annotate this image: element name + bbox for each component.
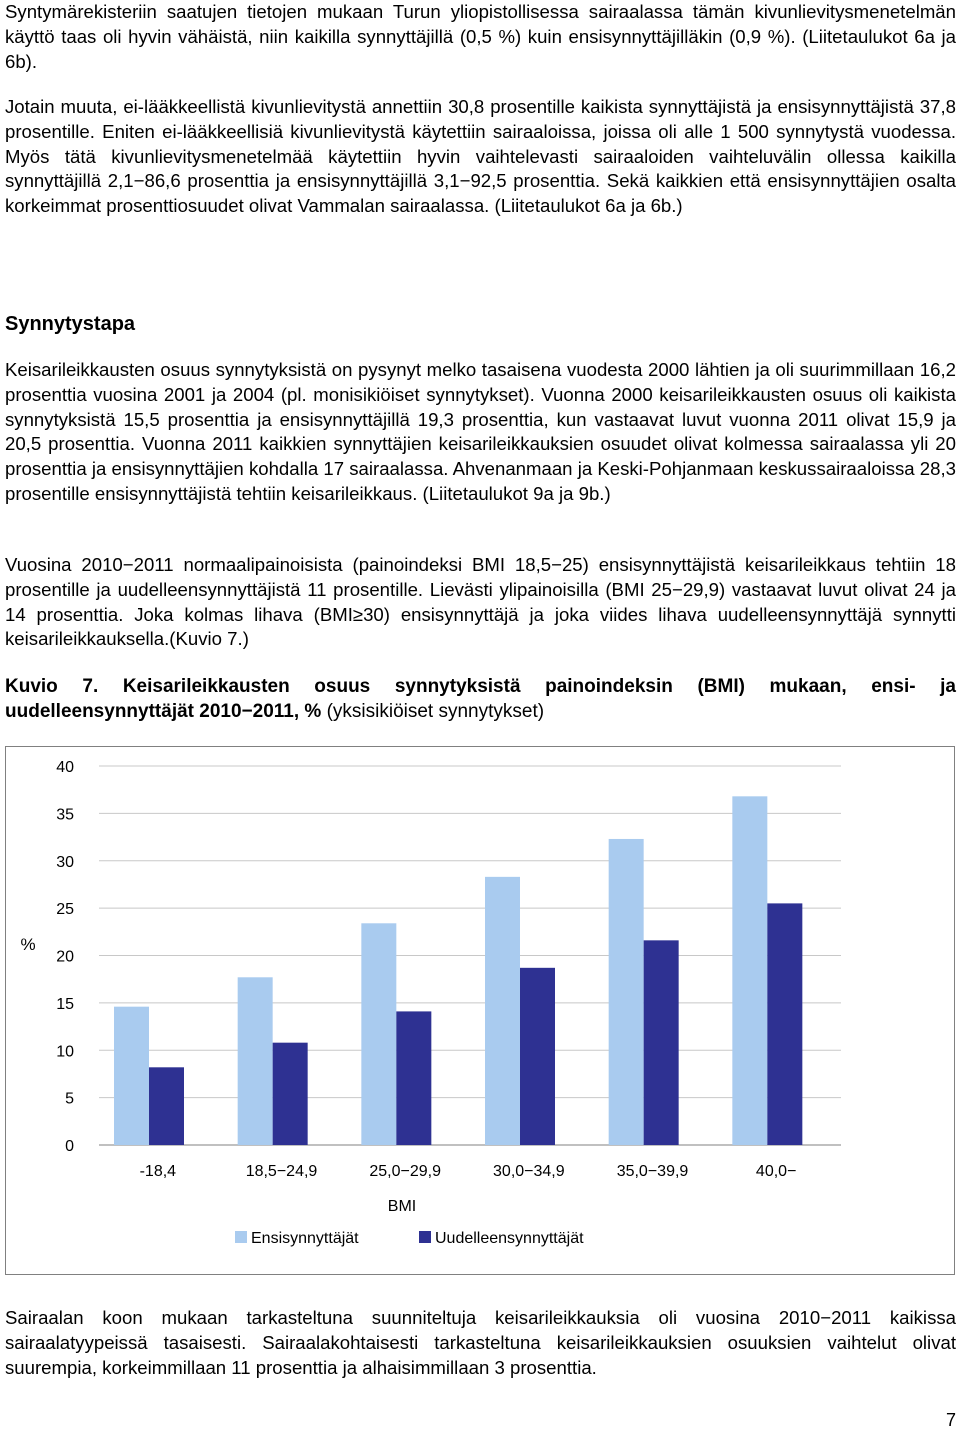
bar-ensisynnyttajat <box>732 796 767 1145</box>
x-tick-label: 35,0−39,9 <box>616 1163 689 1180</box>
paragraph-bmi: Vuosina 2010−2011 normaalipainoisista (painoindeksi BMI 18,5−25) ensisynnyttäjistä keisarileikkaus tehtiin 18 prosentille ja uudelleensynnyttäjistä 11 prosentille. Lievästi ylipainoisilla (BMI 25−29,9) vastaavat luvut olivat 24 ja 14 prosenttia. Joka kolmas lihava (BMI≥30) ensisynnyttäjä ja joka viides lihava uudelleensynnyttäjä synnytti keisarileikkauksella.(Kuvio 7.) <box>5 554 956 650</box>
x-tick-label: 25,0−29,9 <box>369 1163 441 1180</box>
figure-caption <box>5 675 956 724</box>
bar-chart <box>6 747 954 1274</box>
legend-label: Ensisynnyttäjät <box>251 1230 359 1247</box>
y-tick-label: 5 <box>65 1090 74 1108</box>
page-number: 7 <box>945 1410 956 1430</box>
section-heading: Synnytystapa <box>5 313 136 335</box>
x-tick-label: 30,0−34,9 <box>493 1163 565 1180</box>
bar-uudelleensynnyttajat <box>396 1011 431 1145</box>
bar-uudelleensynnyttajat <box>767 903 802 1145</box>
paragraph-hospital-size: Sairaalan koon mukaan tarkasteltuna suunniteltuja keisarileikkauksia oli vuosina 2010−2011 kaikissa sairaalatyypeissä tasaisesti. Sairaalakohtaisesti tarkasteltuna keisarileikkauksien osuuksien vaihtelut olivat suurempia, korkeimmillaan 11 prosenttia ja alhaisimmillaan 3 prosenttia. <box>5 1307 956 1378</box>
bar-uudelleensynnyttajat <box>644 940 679 1145</box>
x-tick-label: -18,4 <box>139 1163 177 1180</box>
chart-frame <box>5 746 955 1275</box>
y-tick-label: 15 <box>56 995 74 1013</box>
y-tick-label: 20 <box>56 948 74 966</box>
x-tick-label: 18,5−24,9 <box>245 1163 318 1180</box>
bar-uudelleensynnyttajat <box>520 968 555 1145</box>
bar-uudelleensynnyttajat <box>149 1067 184 1145</box>
figure-caption-bold: Kuvio 7. Keisarileikkausten osuus synnytyksistä painoindeksin (BMI) mukaan, ensi- ja uudelleensynnyttäjät 2010−2011, % <box>5 676 956 722</box>
figure-caption-note: (yksisikiöiset synnytykset) <box>321 700 545 722</box>
paragraph-caesarean-share: Keisarileikkausten osuus synnytyksistä on pysynyt melko tasaisena vuodesta 2000 lähtien ja oli suurimmillaan 16,2 prosenttia vuosina 2001 ja 2004 (pl. monisikiöiset synnytykset). Vuonna 2000 keisarileikkausten osuus oli kaikista synnytyksistä 15,5 prosenttia ja ensisynnyttäjillä 19,3 prosenttia, kun vastaavat luvut vuonna 2011 olivat 15,9 ja 20,5 prosenttia. Vuonna 2011 kaikkien synnyttäjien keisarileikkauksien osuudet olivat kolmessa sairaalassa yli 20 prosenttia ja ensisynnyttäjien kohdalla 17 sairaalassa. Ahvenanmaan ja Keski-Pohjanmaan keskussairaaloissa 28,3 prosentille ensisynnyttäjistä tehtiin keisarileikkaus. (Liitetaulukot 9a ja 9b.) <box>5 359 956 504</box>
y-tick-label: 10 <box>56 1043 74 1061</box>
bar-ensisynnyttajat <box>485 877 520 1145</box>
x-axis-label: BMI <box>387 1198 417 1215</box>
bar-uudelleensynnyttajat <box>273 1043 308 1145</box>
y-tick-label: 35 <box>56 806 74 824</box>
y-tick-label: 30 <box>56 853 74 871</box>
y-tick-label: 25 <box>56 901 74 919</box>
paragraph-pain-relief-turku: Syntymärekisteriin saatujen tietojen mukaan Turun yliopistollisessa sairaalassa tämän kivunlievitysmenetelmän käyttö taas oli hyvin vähäistä, niin kaikilla synnyttäjillä (0,5 %) kuin ensisynnyttäjilläkin (0,9 %). (Liitetaulukot 6a ja 6b). <box>5 1 956 72</box>
y-tick-label: 0 <box>65 1138 74 1155</box>
y-axis-label: % <box>20 935 36 954</box>
bar-ensisynnyttajat <box>238 977 273 1145</box>
bar-ensisynnyttajat <box>609 839 644 1145</box>
bar-ensisynnyttajat <box>114 1007 149 1145</box>
legend-swatch <box>419 1231 431 1243</box>
paragraph-non-pharmacological: Jotain muuta, ei-lääkkeellistä kivunlievitystä annettiin 30,8 prosentille kaikista synnyttäjistä ja ensisynnyttäjistä 37,8 prosentille. Eniten ei-lääkkeellisiä kivunlievitystä käytettiin sairaaloissa, joissa oli alle 1 500 synnytystä vuodessa. Myös tätä kivunlievitysmenetelmää käytettiin hyvin vaihtelevasti sairaaloiden vaihteluvälin ollessa kaikilla synnyttäjillä 2,1−86,6 prosenttia ja ensisynnyttäjillä 3,1−92,5 prosenttia. Sekä kaikkien että ensisynnyttäjien osalta korkeimmat prosenttiosuudet olivat Vammalan sairaalassa. (Liitetaulukot 6a ja 6b.) <box>5 96 956 217</box>
legend-label: Uudelleensynnyttäjät <box>435 1230 584 1247</box>
legend-swatch <box>235 1231 247 1243</box>
y-tick-label: 40 <box>56 759 74 776</box>
x-tick-label: 40,0− <box>755 1163 797 1180</box>
bar-ensisynnyttajat <box>361 923 396 1145</box>
